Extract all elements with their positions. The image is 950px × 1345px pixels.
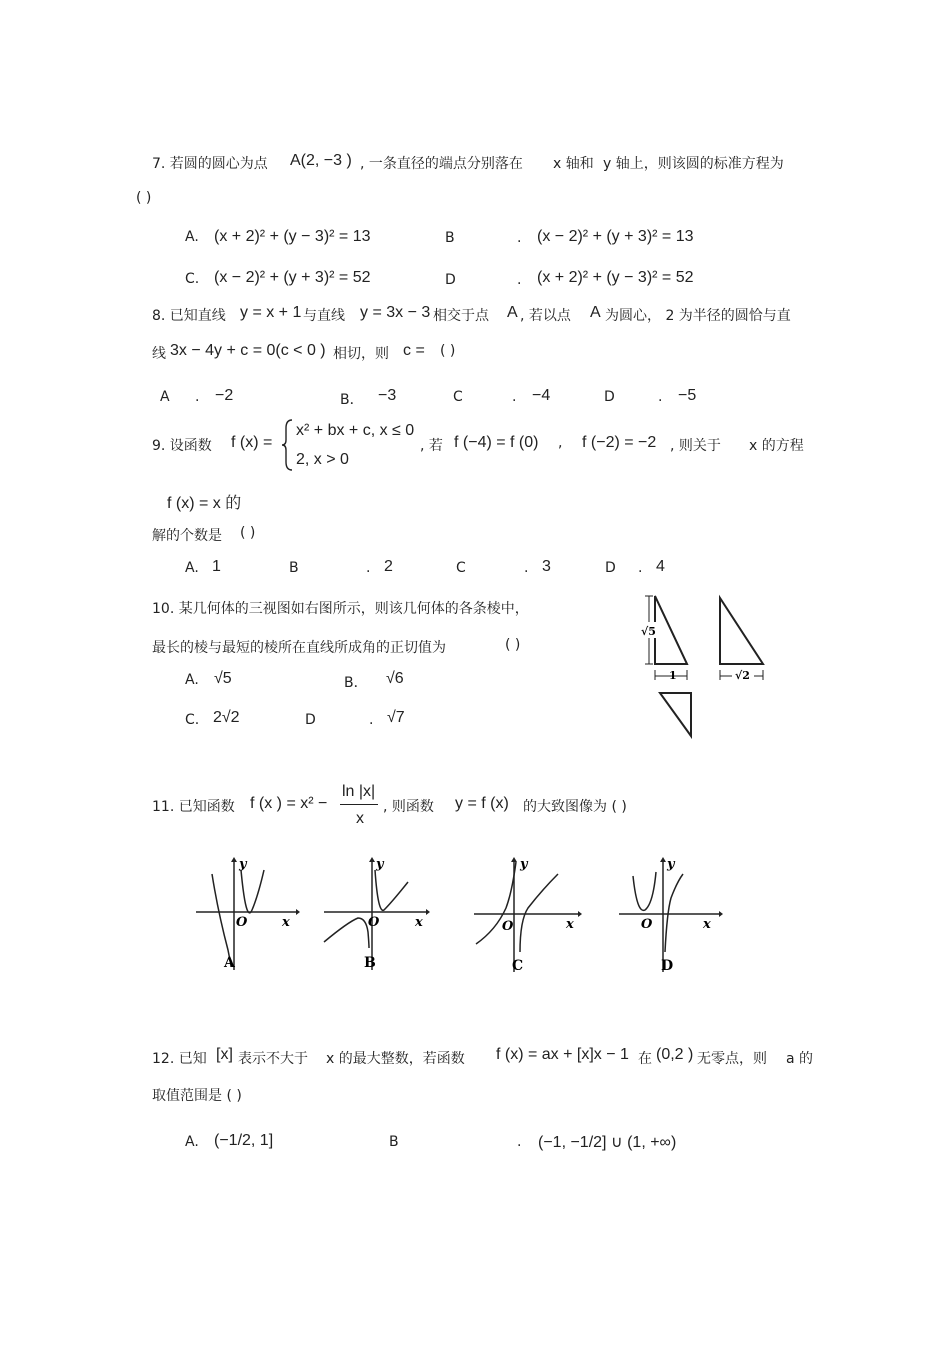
q8-opt-b: −3 bbox=[378, 387, 397, 404]
graph-b bbox=[320, 852, 435, 977]
q8-line2-paren: ( ) bbox=[440, 343, 456, 359]
q7-paren: ( ) bbox=[136, 190, 152, 206]
q9-opt-a: 1 bbox=[212, 558, 221, 575]
q11-stem-a: 11. 已知函数 bbox=[152, 799, 235, 815]
q9-eq: f (x) = x 的 bbox=[167, 495, 242, 512]
q8-opt-b-letter: B． bbox=[340, 392, 364, 408]
q9-piecewise-brace bbox=[280, 418, 294, 472]
q12-stem-f: a 的 bbox=[786, 1051, 814, 1067]
graph-a-origin: O bbox=[236, 915, 248, 930]
q7-opt-a: (x + 2)² + (y − 3)² = 13 bbox=[214, 228, 371, 245]
q8-opt-c-dot: . bbox=[512, 389, 517, 405]
q8-opt-c-letter: C bbox=[453, 389, 463, 405]
q8-line1-c: 相交于点 bbox=[433, 308, 489, 324]
graph-b-label: B bbox=[364, 955, 376, 971]
graph-c bbox=[470, 852, 585, 977]
q7-x: x 轴和 bbox=[553, 156, 594, 172]
q8-opt-d-dot: . bbox=[658, 389, 663, 405]
q10-paren: ( ) bbox=[505, 637, 521, 653]
graph-a-y: y bbox=[239, 857, 247, 872]
graph-d-origin: O bbox=[641, 917, 653, 932]
q9-opt-b-dot: . bbox=[366, 560, 371, 576]
q8-opt-a: −2 bbox=[215, 387, 234, 404]
q7-opt-b: (x − 2)² + (y + 3)² = 13 bbox=[537, 228, 694, 245]
q12-fx: f (x) = ax + [x]x − 1 bbox=[496, 1046, 629, 1063]
q7-opt-b-letter: B bbox=[445, 230, 455, 246]
q7-y: y 轴上，则该圆的标准方程为 bbox=[603, 156, 784, 172]
q10-line1: 10. 某几何体的三视图如右图所示，则该几何体的各条棱中， bbox=[152, 601, 529, 617]
q9-piece2: 2, x > 0 bbox=[296, 451, 349, 468]
graph-a-label: A bbox=[224, 955, 235, 971]
q12-opt-b: (−1, −1/2] ∪ (1, +∞) bbox=[538, 1134, 677, 1151]
q8-opt-d-letter: D bbox=[604, 389, 615, 405]
q9-stem-c: , 则关于 bbox=[670, 438, 721, 454]
graph-a-x: x bbox=[282, 915, 290, 930]
q8-opt-d: −5 bbox=[678, 387, 697, 404]
graph-d-label: D bbox=[661, 958, 674, 974]
q12-interval: (0,2 ) bbox=[656, 1046, 694, 1063]
three-view-figure bbox=[635, 590, 775, 740]
q11-den: x bbox=[356, 810, 364, 827]
graph-c-x: x bbox=[566, 917, 574, 932]
q11-fraction-bar bbox=[340, 804, 378, 805]
q8-line2-b: 相切，则 bbox=[333, 346, 389, 362]
q7-opt-d-dot: . bbox=[517, 272, 522, 288]
q7-opt-c: (x − 2)² + (y + 3)² = 52 bbox=[214, 269, 371, 286]
q8-opt-a-dot: . bbox=[195, 389, 200, 405]
q12-stem-b: 表示不大于 bbox=[238, 1051, 308, 1067]
q10-opt-d: √7 bbox=[387, 709, 405, 726]
side-view-triangle bbox=[720, 598, 763, 664]
q8-line1-b: 与直线 bbox=[303, 308, 345, 324]
graph-d-x: x bbox=[703, 917, 711, 932]
graph-b-x: x bbox=[415, 915, 423, 930]
q9-stem-e: 解的个数是 bbox=[152, 528, 222, 544]
front-width-label: 1 bbox=[669, 669, 677, 682]
q8-line1-a: 8. 已知直线 bbox=[152, 308, 226, 324]
q10-opt-b-letter: B． bbox=[344, 675, 368, 691]
graph-b-origin: O bbox=[368, 915, 380, 930]
q8-A2: A bbox=[590, 304, 601, 321]
q10-opt-b: √6 bbox=[386, 670, 404, 687]
graph-a bbox=[192, 852, 302, 977]
q12-opt-b-dot: . bbox=[517, 1134, 522, 1150]
q10-opt-a: √5 bbox=[214, 670, 232, 687]
q8-line2-c: c = bbox=[403, 342, 425, 359]
graph-c-y: y bbox=[520, 857, 528, 872]
q7-stem-a: 7. 若圆的圆心为点 bbox=[152, 156, 268, 172]
graph-d-y: y bbox=[667, 857, 675, 872]
front-height-label: √5 bbox=[641, 625, 656, 638]
q8-A: A bbox=[507, 304, 518, 321]
q11-fx: f (x ) = x² − bbox=[250, 795, 328, 812]
q9-opt-b: 2 bbox=[384, 558, 393, 575]
q9-stem-a: 9. 设函数 bbox=[152, 438, 212, 454]
side-width-label: √2 bbox=[735, 669, 750, 682]
q9-opt-c: 3 bbox=[542, 558, 551, 575]
q12-stem-c: x 的最大整数，若函数 bbox=[326, 1051, 465, 1067]
q9-opt-c-letter: C bbox=[456, 560, 466, 576]
q8-line2-eq: 3x − 4y + c = 0(c < 0 ) bbox=[170, 342, 326, 359]
q9-stem-d: x 的方程 bbox=[749, 438, 804, 454]
q12-stem-d: 在 bbox=[638, 1051, 652, 1067]
q9-cond1: f (−4) = f (0) bbox=[454, 434, 539, 451]
q7-center: A(2, −3 ) bbox=[290, 152, 352, 169]
q10-line2: 最长的棱与最短的棱所在直线所成角的正切值为 bbox=[152, 640, 446, 656]
top-view-triangle bbox=[660, 693, 691, 736]
q8-eq1: y = x + 1 bbox=[240, 304, 302, 321]
q12-line2: 取值范围是 ( ) bbox=[152, 1088, 242, 1104]
q10-opt-d-letter: D bbox=[305, 712, 316, 728]
q12-stem-a: 12. 已知 bbox=[152, 1051, 207, 1067]
q8-opt-a-letter: A bbox=[160, 389, 170, 405]
q10-opt-d-dot: . bbox=[369, 712, 374, 728]
q9-opt-d-dot: . bbox=[638, 560, 643, 576]
q9-cond2: f (−2) = −2 bbox=[582, 434, 657, 451]
graph-c-label: C bbox=[512, 958, 524, 974]
q9-opt-b-letter: B bbox=[289, 560, 299, 576]
q10-opt-a-letter: A. bbox=[185, 672, 199, 688]
q8-eq2: y = 3x − 3 bbox=[360, 304, 431, 321]
q7-opt-a-letter: A. bbox=[185, 229, 199, 245]
graph-b-y: y bbox=[376, 857, 384, 872]
q12-opt-a-letter: A. bbox=[185, 1134, 199, 1150]
q8-line1-d: , 若以点 bbox=[520, 308, 571, 324]
q12-opt-a: (−1/2, 1] bbox=[214, 1132, 274, 1149]
graph-d bbox=[615, 852, 730, 977]
q8-line1-e: 为圆心， 2 为半径的圆恰与直 bbox=[605, 308, 791, 324]
q9-opt-c-dot: . bbox=[524, 560, 529, 576]
q9-paren: ( ) bbox=[240, 525, 256, 541]
q12-opt-b-letter: B bbox=[389, 1134, 399, 1150]
q11-yfx: y = f (x) bbox=[455, 795, 509, 812]
q9-stem-b: , 若 bbox=[420, 438, 443, 454]
q10-opt-c: 2√2 bbox=[213, 709, 240, 726]
q9-fx: f (x) = bbox=[231, 434, 273, 451]
q11-stem-c: 的大致图像为 ( ) bbox=[523, 799, 627, 815]
q8-line2-a: 线 bbox=[152, 346, 166, 362]
q9-piece1: x² + bx + c, x ≤ 0 bbox=[296, 422, 415, 439]
q7-opt-d-letter: D bbox=[445, 272, 456, 288]
q10-opt-c-letter: C. bbox=[185, 712, 200, 728]
q8-opt-c: −4 bbox=[532, 387, 551, 404]
q7-opt-d: (x + 2)² + (y − 3)² = 52 bbox=[537, 269, 694, 286]
q9-opt-d-letter: D bbox=[605, 560, 616, 576]
q9-opt-d: 4 bbox=[656, 558, 665, 575]
q12-bx: [x] bbox=[216, 1046, 233, 1063]
q12-stem-e: 无零点，则 bbox=[697, 1051, 767, 1067]
graph-c-origin: O bbox=[502, 919, 514, 934]
q7-opt-c-letter: C. bbox=[185, 271, 200, 287]
q7-opt-b-dot: . bbox=[517, 230, 522, 246]
q11-stem-b: , 则函数 bbox=[383, 799, 434, 815]
q7-stem-b: , 一条直径的端点分别落在 bbox=[360, 156, 523, 172]
q11-num: ln |x| bbox=[342, 783, 376, 800]
q9-opt-a-letter: A. bbox=[185, 560, 199, 576]
q9-comma: , bbox=[558, 435, 563, 451]
